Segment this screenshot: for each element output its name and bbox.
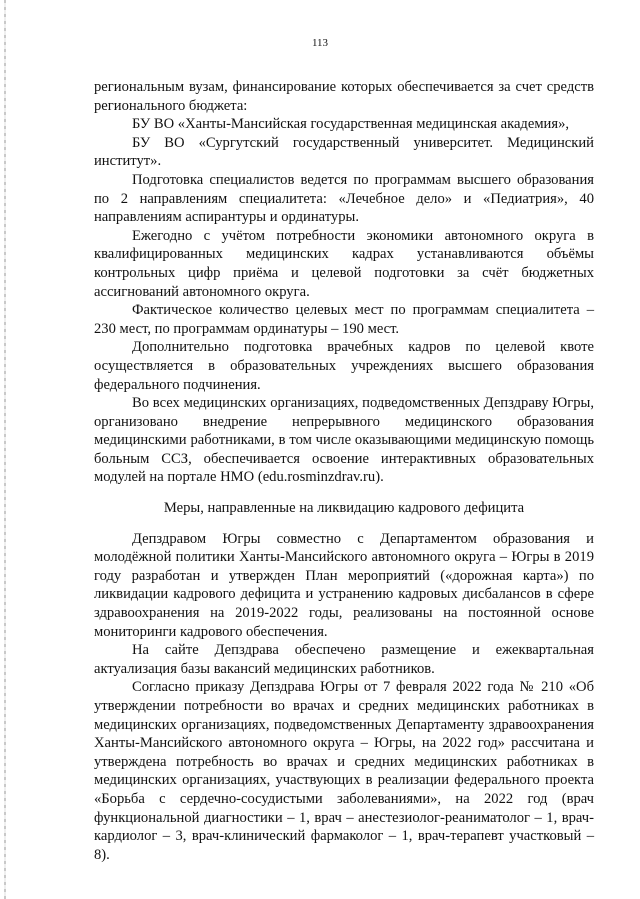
paragraph: Депздравом Югры совместно с Департаментом образования и молодёжной политики Ханты-Мансийского автономного округа – Югры в 2019 году разработан и утвержден План мероприятий («дорожная карта») по ликвидации кадрового дефицита и устранению кадровых дисбалансов в сфере здравоохранения на 2019-2022 годы, реализованы на постоянной основе мониторинги кадрового обеспечения.: [94, 530, 594, 640]
paragraph: Ежегодно с учётом потребности экономики автономного округа в квалифицированных медицинских кадрах устанавливаются объёмы контрольных цифр приёма и целевой подготовки за счёт бюджетных ассигнований автономного округа.: [94, 227, 594, 300]
paragraph: БУ ВО «Сургутский государственный университет. Медицинский институт».: [94, 134, 594, 170]
page-number: 113: [311, 37, 329, 49]
paragraph: Фактическое количество целевых мест по программам специалитета – 230 мест, по программам ординатуры – 190 мест.: [94, 302, 594, 337]
section-heading: Меры, направленные на ликвидацию кадрового дефицита: [163, 500, 525, 517]
paragraph: Во всех медицинских организациях, подведомственных Депздраву Югры, организовано внедрение непрерывного медицинского образования медицинскими работниками, в том числе оказывающими медицинскую помощь больным ССЗ, обеспечивается освоение интерактивных образовательных модулей на портале НМО (edu.rosminzdrav.ru).: [94, 395, 594, 486]
paragraph: На сайте Депздрава обеспечено размещение и ежеквартальная актуализация базы вакансий медицинских работников.: [94, 642, 594, 677]
paragraph: Дополнительно подготовка врачебных кадров по целевой квоте осуществляется в образовательных учреждениях высшего образования федерального подчинения.: [94, 339, 594, 393]
paragraph: Подготовка специалистов ведется по программам высшего образования по 2 направлениям специалитета: «Лечебное дело» и «Педиатрия», 40 направлениям аспирантуры и ординатуры.: [94, 171, 594, 226]
scan-edge: [4, 0, 6, 899]
paragraph: Согласно приказу Депздрава Югры от 7 февраля 2022 года № 210 «Об утверждении потребности во врачах и средних медицинских работниках в медицинских организациях, подведомственных Департаменту здравоохранения Ханты-Мансийского автономного округа – Югры, на 2022 год» рассчитана и утверждена потребность во врачах и средних медицинских работниках в медицинских организациях, участвующих в реализации федерального проекта «Борьба с сердечно-сосудистыми заболеваниями», на 2022 год (врач функциональной диагностики – 1, врач – анестезиолог-реаниматолог – 1, врач-кардиолог – 3, врач-клинический фармаколог – 1, врач-терапевт участковый – 8).: [94, 679, 594, 863]
paragraph: региональным вузам, финансирование которых обеспечивается за счет средств регионального бюджета:: [94, 79, 594, 114]
paragraph: БУ ВО «Ханты-Мансийская государственная медицинская академия»,: [132, 116, 570, 133]
document-body: [94, 78, 594, 864]
